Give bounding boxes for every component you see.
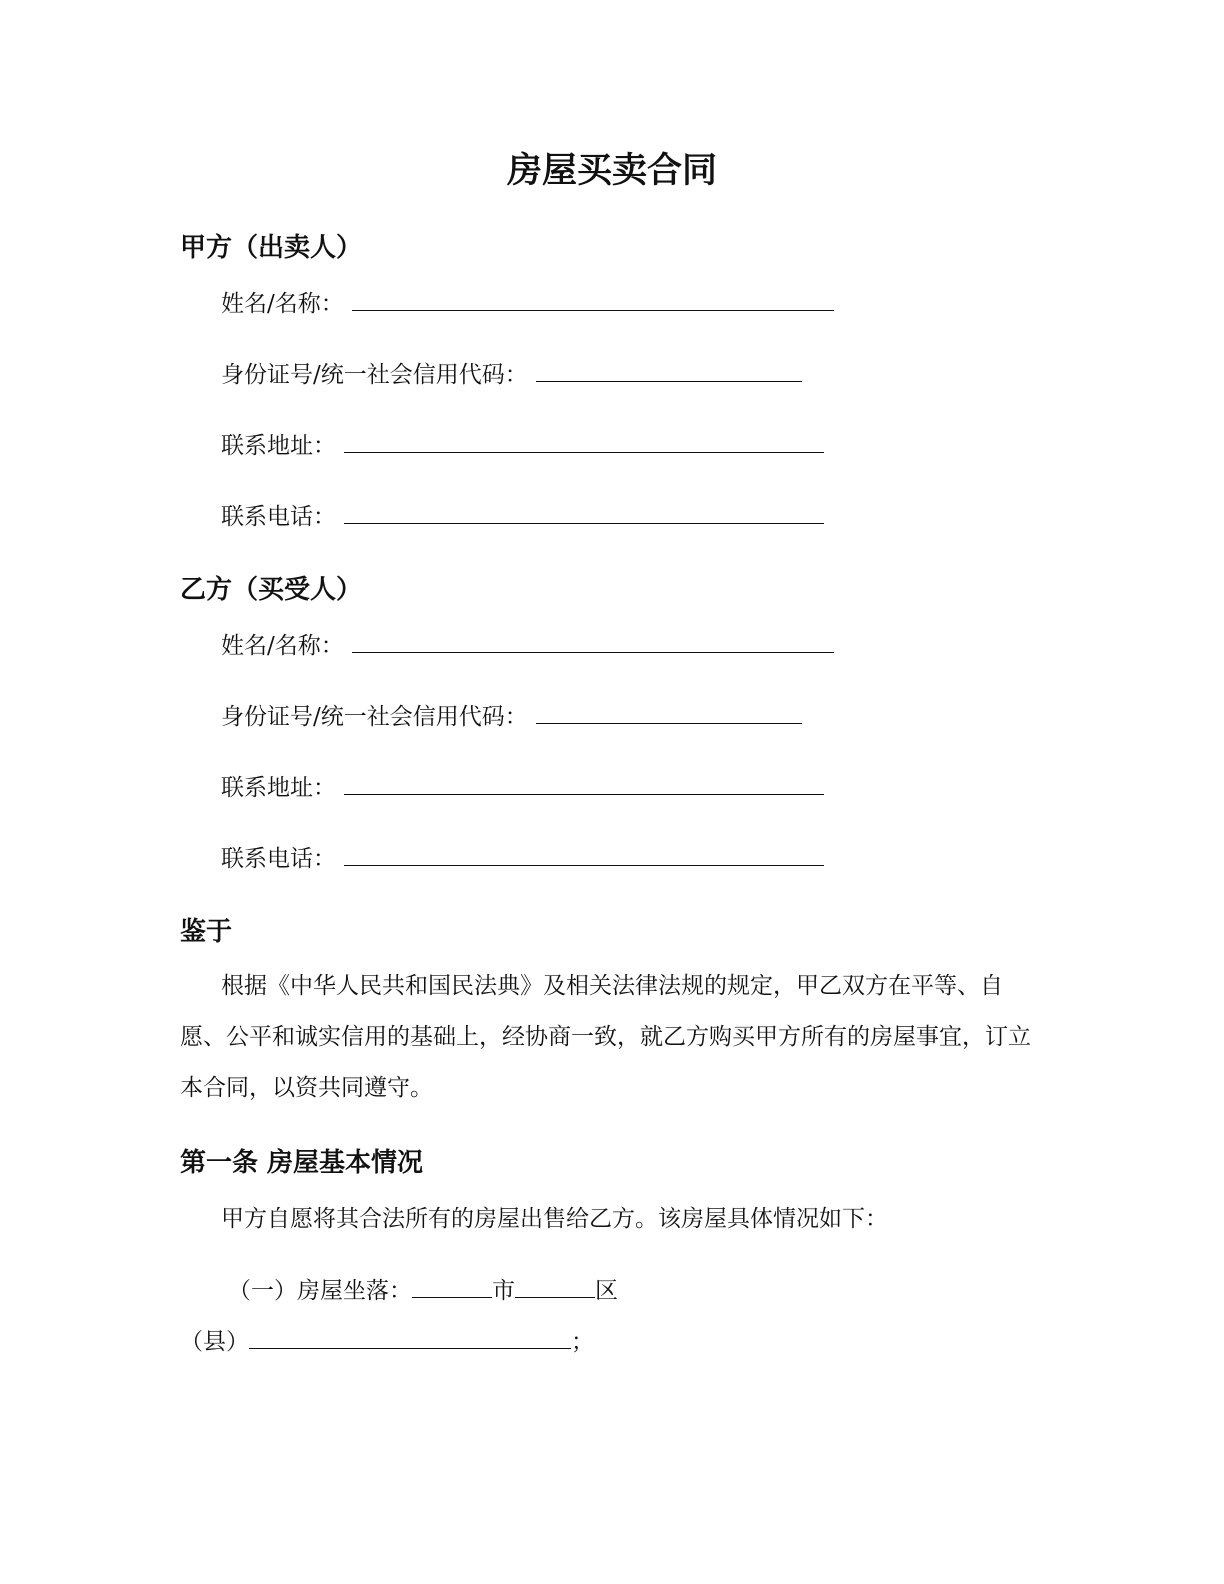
party-b-heading: 乙方（买受人） [180, 575, 363, 605]
whereas-heading: 鉴于 [180, 917, 233, 947]
party-a-name-label: 姓名/名称： [221, 291, 344, 317]
party-a-name-field [221, 286, 834, 320]
location-line [228, 1273, 618, 1307]
party-b-address-field [221, 770, 824, 804]
document-title: 房屋买卖合同 [506, 151, 717, 191]
county-end-punct: ； [571, 1329, 594, 1355]
party-b-name-blank [352, 628, 834, 653]
city-suffix: 市 [492, 1278, 515, 1304]
party-b-phone-field [221, 841, 824, 875]
party-a-phone-label: 联系电话： [221, 504, 336, 530]
whereas-text: 根据《中华人民共和国民法典》及相关法律法规的规定，甲乙双方在平等、自愿、公平和诚实信用的基础上，经协商一致，就乙方购买甲方所有的房屋事宜，订立本合同，以资共同遵守。 [180, 973, 1031, 1101]
party-b-phone-blank [344, 841, 824, 866]
party-b-id-field [221, 699, 802, 733]
party-a-address-blank [344, 428, 824, 453]
party-b-name-label: 姓名/名称： [221, 633, 344, 659]
party-a-id-blank [536, 357, 802, 382]
city-blank [412, 1273, 492, 1298]
party-b-id-blank [536, 699, 802, 724]
article1-heading: 第一条 房屋基本情况 [180, 1148, 424, 1178]
party-b-phone-label: 联系电话： [221, 846, 336, 872]
party-b-address-label: 联系地址： [221, 775, 336, 801]
county-blank [249, 1324, 571, 1349]
party-a-id-field [221, 357, 802, 391]
party-a-name-blank [352, 286, 834, 311]
district-suffix: 区 [595, 1278, 618, 1304]
district-blank [515, 1273, 595, 1298]
party-a-address-field [221, 428, 824, 462]
party-a-address-label: 联系地址： [221, 433, 336, 459]
location-label: （一）房屋坐落： [228, 1278, 412, 1304]
county-line [180, 1324, 594, 1358]
article1-intro: 甲方自愿将其合法所有的房屋出售给乙方。该房屋具体情况如下： [221, 1206, 888, 1232]
party-b-id-label: 身份证号/统一社会信用代码： [221, 704, 528, 730]
party-a-phone-blank [344, 499, 824, 524]
county-label: （县） [180, 1329, 249, 1355]
party-a-id-label: 身份证号/统一社会信用代码： [221, 362, 528, 388]
party-a-phone-field [221, 499, 824, 533]
party-b-address-blank [344, 770, 824, 795]
whereas-paragraph [180, 961, 1040, 1114]
party-b-name-field [221, 628, 834, 662]
party-a-heading: 甲方（出卖人） [180, 233, 363, 263]
